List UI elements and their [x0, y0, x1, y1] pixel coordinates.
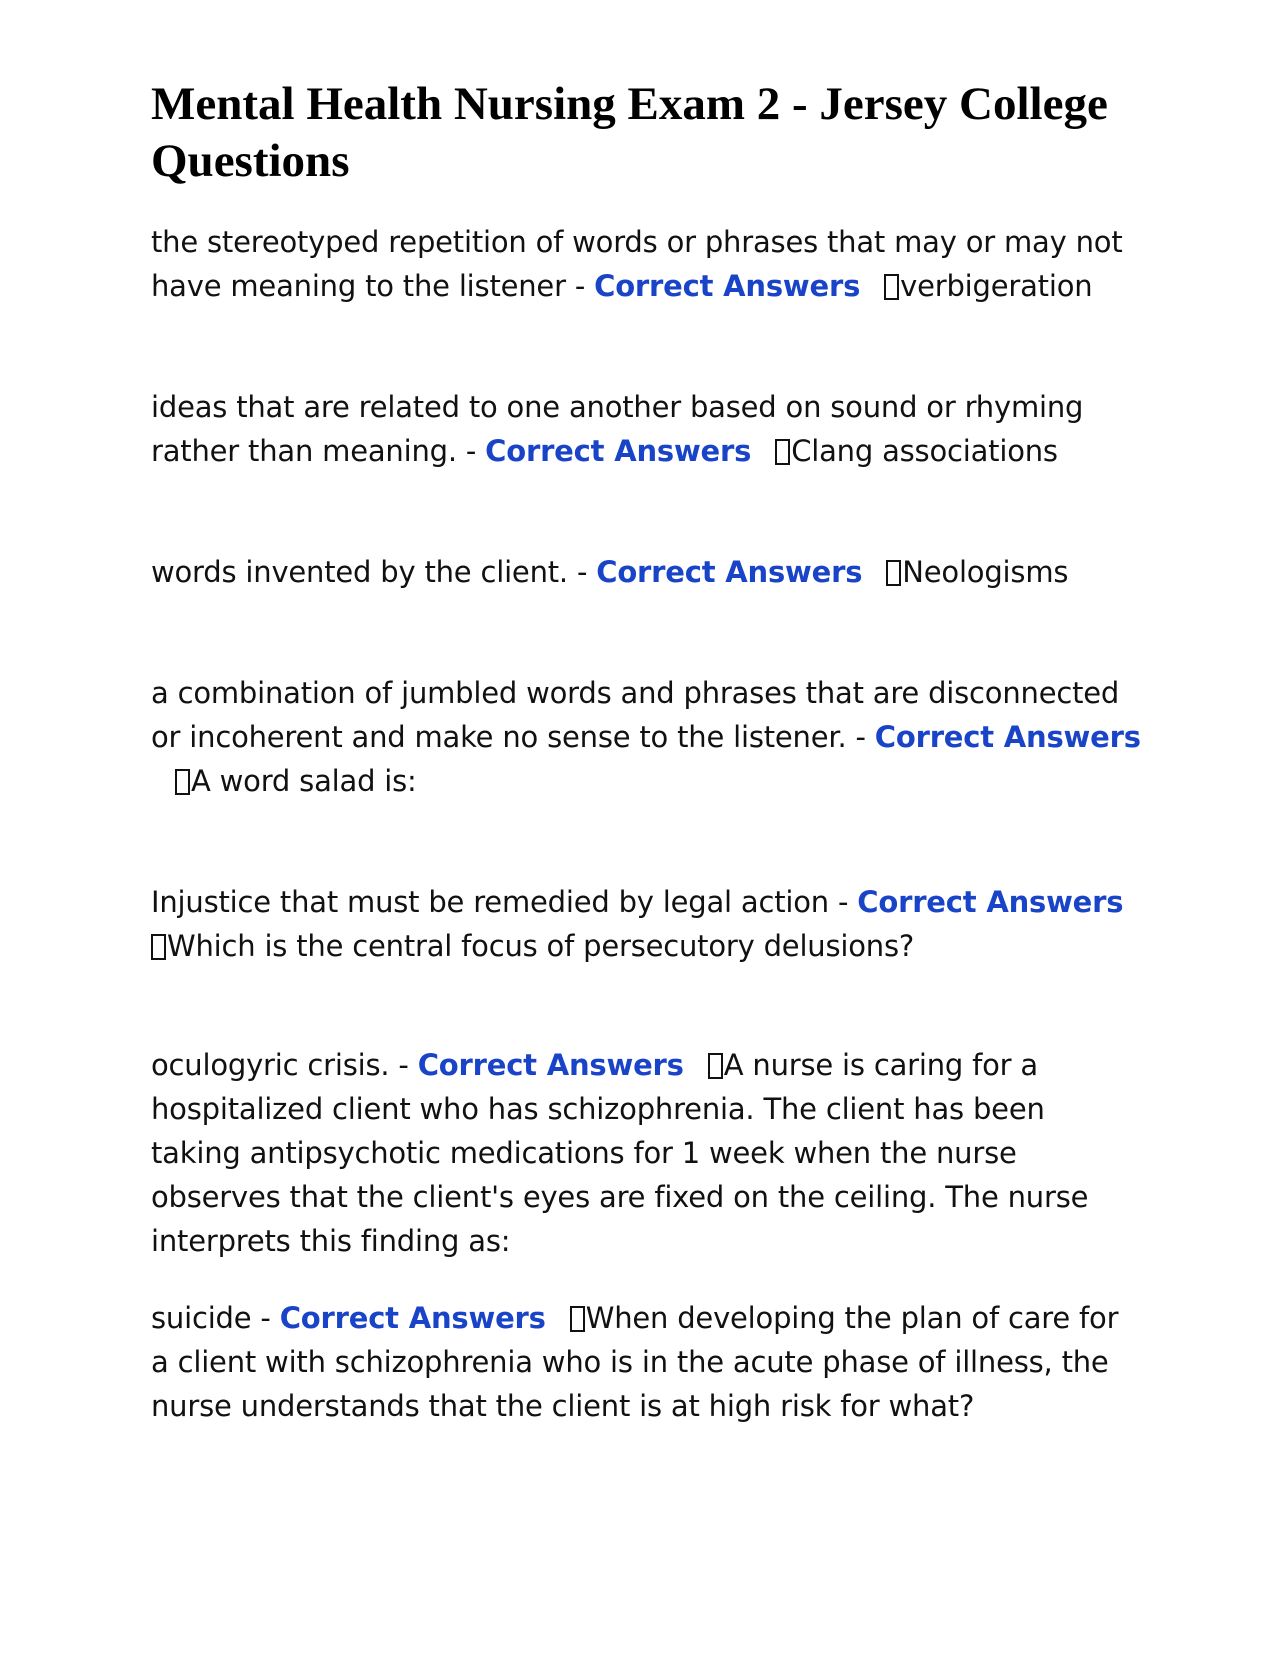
correct-answers-label: Correct Answers — [874, 720, 1141, 754]
answer-text: the stereotyped repetition of words or phrases that may or may not have meaning to the listener — [151, 225, 1123, 303]
missing-glyph-icon — [884, 274, 899, 300]
qa-item — [151, 1043, 1141, 1263]
separator: - — [828, 885, 858, 919]
question-text: verbigeration — [900, 269, 1093, 303]
document-title: Mental Health Nursing Exam 2 - Jersey College Questions — [151, 78, 1108, 187]
question-text: Clang associations — [791, 434, 1058, 468]
answer-text: suicide — [151, 1301, 252, 1335]
answer-text: ideas that are related to one another based on sound or rhyming rather than meaning. — [151, 390, 1084, 468]
question-text: When developing the plan of care for a client with schizophrenia who is in the acute phase of illness, the nurse understands that the client is at high risk for what? — [151, 1301, 1119, 1423]
missing-glyph-icon — [151, 934, 166, 960]
qa-item — [151, 880, 1141, 968]
answer-text: a combination of jumbled words and phrases that are disconnected or incoherent and make no sense to the listener. — [151, 676, 1120, 754]
qa-item — [151, 1296, 1141, 1428]
missing-glyph-icon — [570, 1306, 585, 1332]
question-text: Which is the central focus of persecutory delusions? — [167, 929, 915, 963]
qa-item — [151, 550, 1141, 594]
qa-item — [151, 220, 1141, 308]
separator: - — [567, 555, 597, 589]
answer-text: words invented by the client. — [151, 555, 568, 589]
missing-glyph-icon — [708, 1053, 723, 1079]
separator: - — [846, 720, 875, 754]
qa-item — [151, 385, 1141, 473]
missing-glyph-icon — [175, 769, 190, 795]
correct-answers-label: Correct Answers — [485, 434, 752, 468]
correct-answers-label: Correct Answers — [279, 1301, 546, 1335]
correct-answers-label: Correct Answers — [596, 555, 863, 589]
correct-answers-label: Correct Answers — [417, 1048, 684, 1082]
correct-answers-label: Correct Answers — [857, 885, 1124, 919]
separator: - — [389, 1048, 418, 1082]
question-text: Neologisms — [902, 555, 1069, 589]
qa-item — [151, 671, 1141, 803]
missing-glyph-icon — [886, 560, 901, 586]
question-text: A word salad is: — [191, 764, 417, 798]
separator: - — [565, 269, 595, 303]
answer-text: Injustice that must be remedied by legal action — [151, 885, 829, 919]
separator: - — [456, 434, 486, 468]
answer-text: oculogyric crisis. — [151, 1048, 390, 1082]
correct-answers-label: Correct Answers — [594, 269, 861, 303]
missing-glyph-icon — [775, 439, 790, 465]
question-text: A nurse is caring for a hospitalized client who has schizophrenia. The client has been taking antipsychotic medications for 1 week when the nurse observes that the client's eyes are fixed on the ceiling. The nurse interprets this finding as: — [151, 1048, 1089, 1258]
separator: - — [251, 1301, 280, 1335]
